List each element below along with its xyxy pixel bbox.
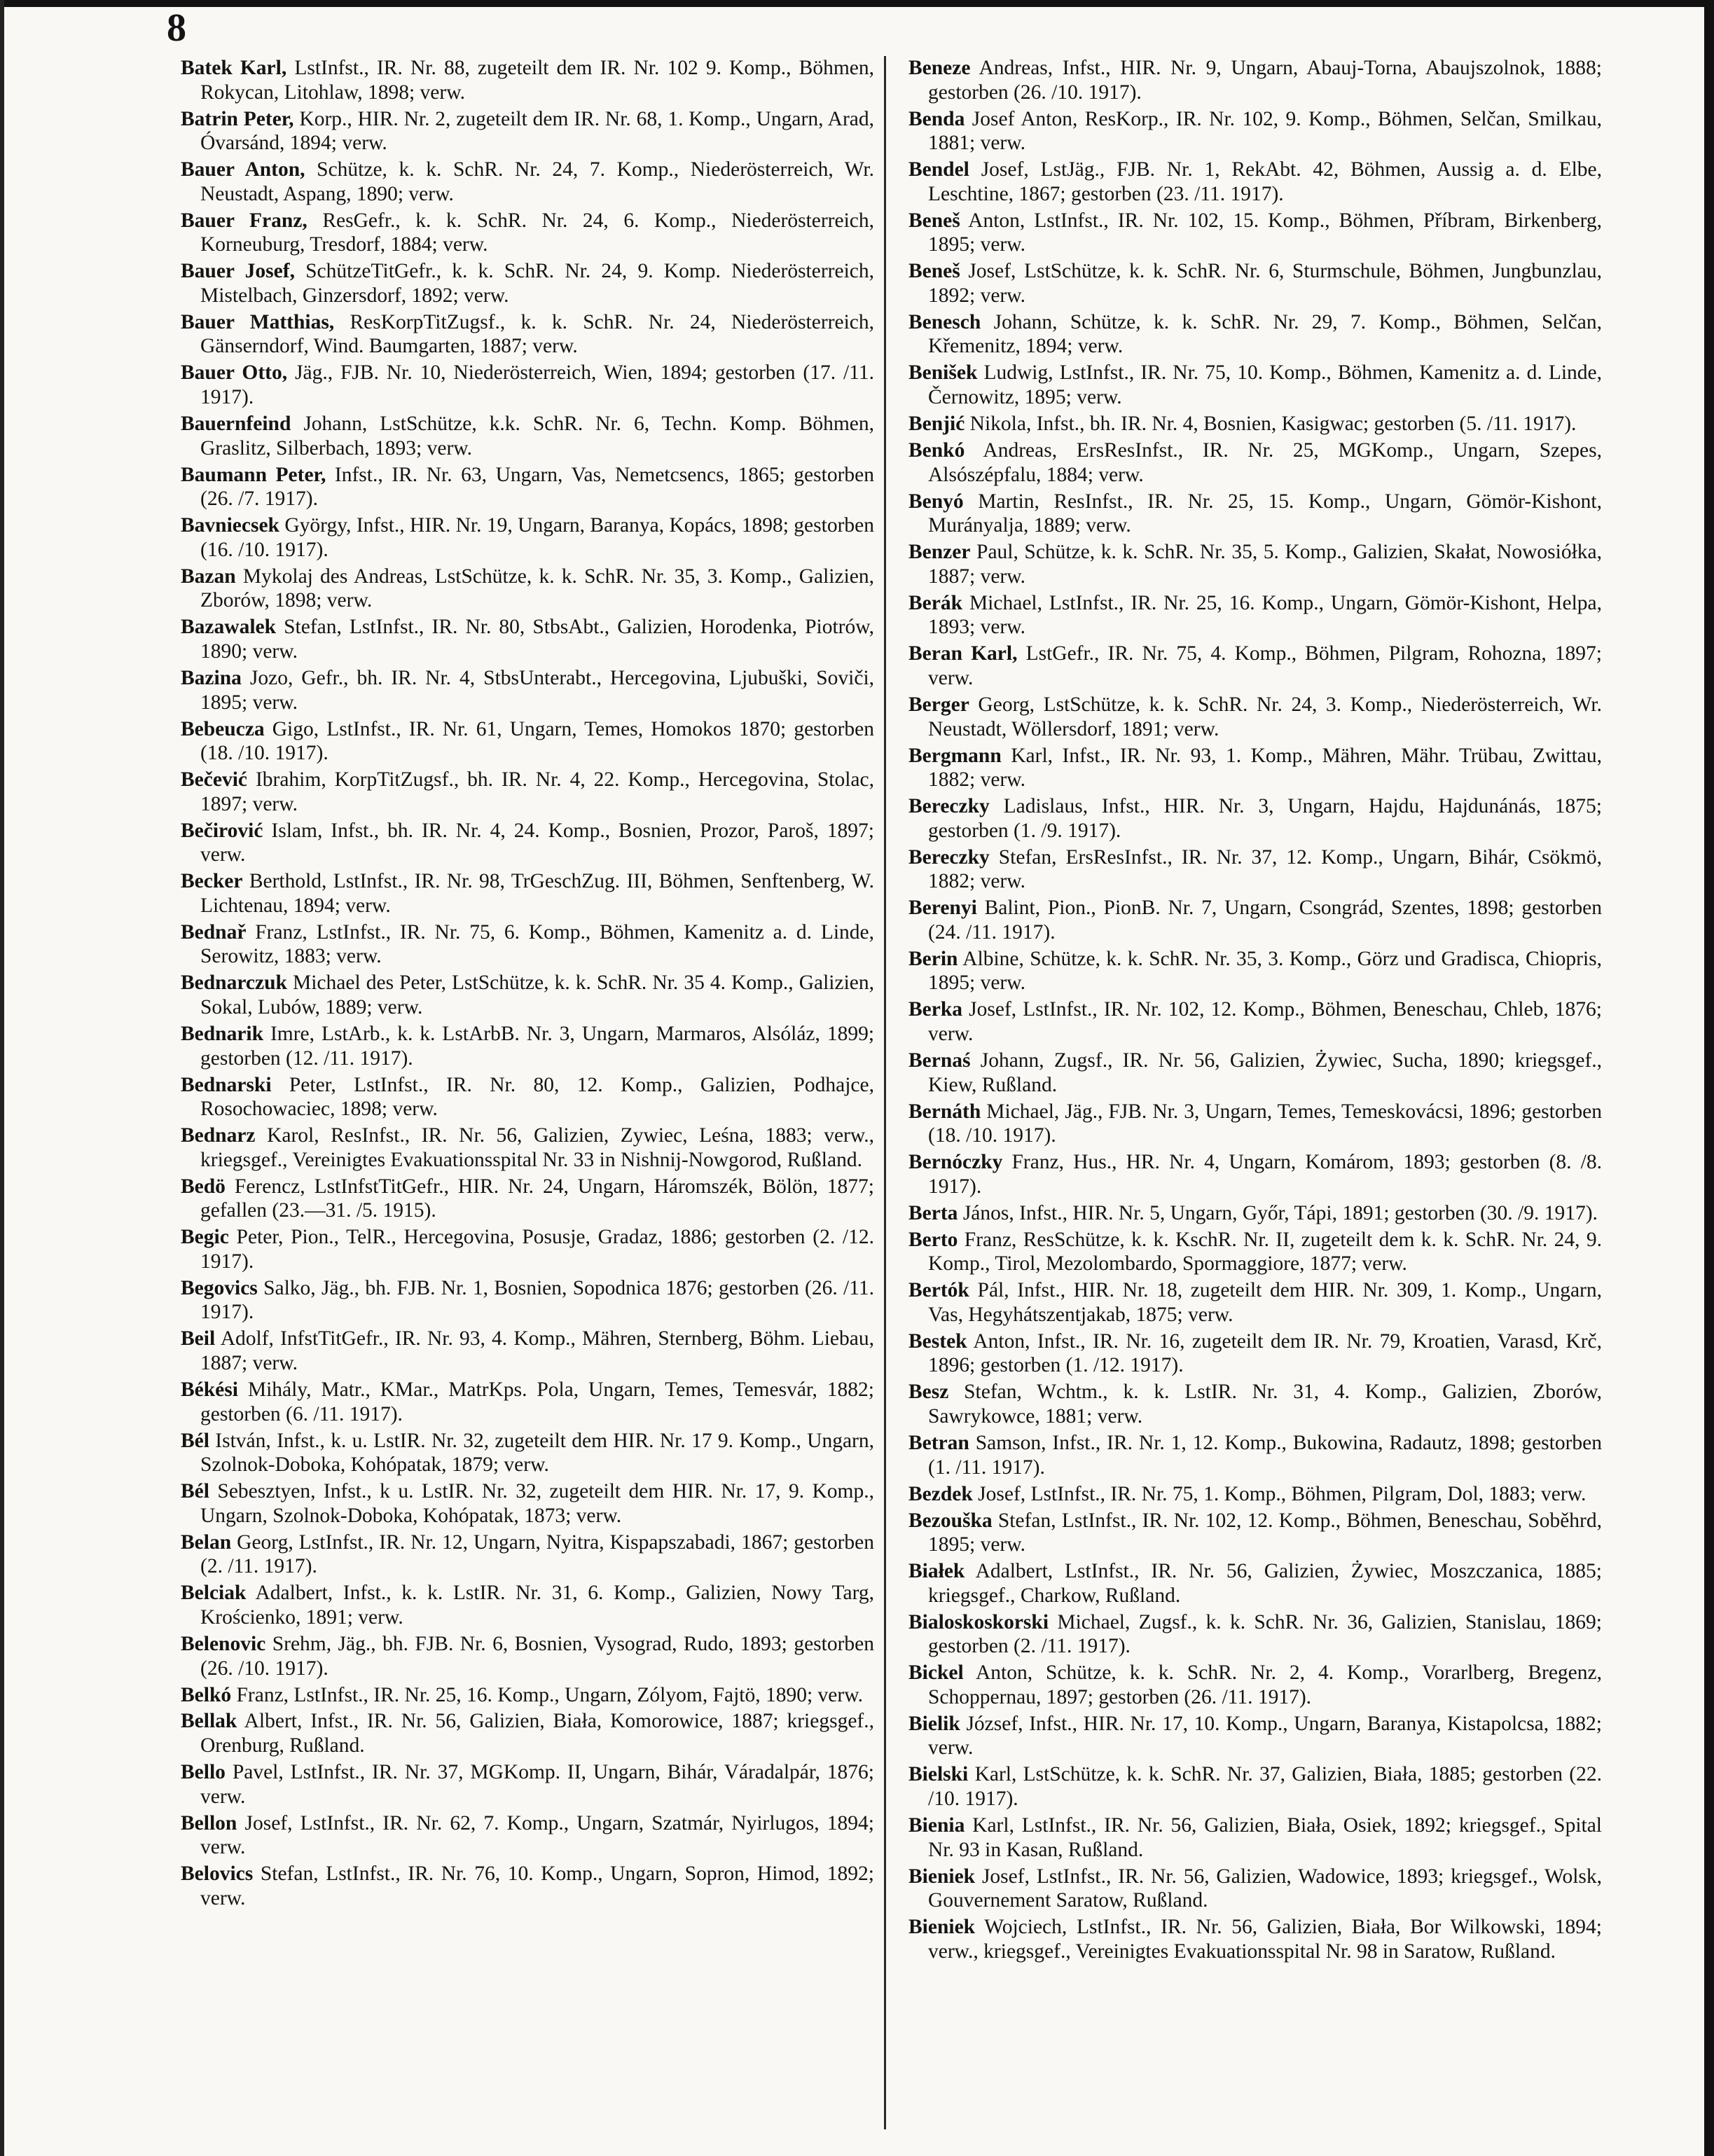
list-entry <box>908 1201 1602 1226</box>
list-entry <box>181 158 874 206</box>
entry-details: Andreas, ErsResInfst., IR. Nr. 25, MGKomp., Ungarn, Szepes, Alsószépfalu, 1884; verw. <box>928 439 1603 486</box>
list-entry <box>908 1865 1602 1913</box>
list-entry <box>181 1760 874 1809</box>
entry-name: Bezdek <box>908 1482 973 1505</box>
entry-name: Beneš <box>908 209 960 232</box>
entry-details: Martin, ResInfst., IR. Nr. 25, 15. Komp., Ungarn, Gömör-Kishont, Murányalja, 1889; verw. <box>928 490 1602 537</box>
entry-name: Bernáth <box>908 1100 981 1123</box>
list-entry <box>181 1581 874 1629</box>
scan-border-right <box>1704 0 1714 2156</box>
entry-details: Albert, Infst., IR. Nr. 56, Galizien, Biała, Komorowice, 1887; kriegsgef., Orenburg, Rußland. <box>200 1710 874 1757</box>
entry-details: Adolf, InfstTitGefr., IR. Nr. 93, 4. Komp., Mähren, Sternberg, Böhm. Liebau, 1887; verw. <box>200 1327 874 1375</box>
entry-details: Sebesztyen, Infst., k u. LstIR. Nr. 32, zugeteilt dem HIR. Nr. 17, 9. Komp., Ungarn, Szolnok-Doboka, Kohópatak, 1873; verw. <box>200 1480 875 1527</box>
entry-name: Bečirović <box>181 819 263 842</box>
entry-details: Stefan, LstInfst., IR. Nr. 76, 10. Komp., Ungarn, Sopron, Himod, 1892; verw. <box>200 1863 874 1909</box>
entry-details: Georg, LstSchütze, k. k. SchR. Nr. 24, 3. Komp., Niederösterreich, Wr. Neustadt, Wöllersdorf, 1891; verw. <box>928 693 1602 740</box>
entry-name: Benyó <box>908 490 964 513</box>
entry-details: Berthold, LstInfst., IR. Nr. 98, TrGeschZug. III, Böhmen, Senftenberg, W. Lichtenau, 1894; verw. <box>200 870 875 917</box>
entry-name: Bickel <box>908 1661 964 1685</box>
list-entry <box>908 310 1602 359</box>
entry-details: György, Infst., HIR. Nr. 19, Ungarn, Baranya, Kopács, 1898; gestorben (16. /10. 1917). <box>200 514 874 561</box>
entry-name: Bellon <box>181 1811 237 1834</box>
entry-name: Bazan <box>181 565 236 588</box>
entry-details: Michael, Jäg., FJB. Nr. 3, Ungarn, Temes, Temeskovácsi, 1896; gestorben (18. /10. 1917). <box>928 1100 1603 1147</box>
list-entry <box>908 361 1602 409</box>
page-number: 8 <box>167 6 186 50</box>
list-entry <box>908 490 1602 538</box>
entry-name: Bieniek <box>908 1865 976 1888</box>
list-entry <box>908 1482 1602 1507</box>
entry-name: Bellak <box>181 1710 237 1733</box>
entry-details: Georg, LstInfst., IR. Nr. 12, Ungarn, Nyitra, Kispapszabadi, 1867; gestorben (2. /11. 1917). <box>200 1530 874 1578</box>
entry-name: Baumann Peter, <box>181 463 326 486</box>
entry-name: Białek <box>908 1560 965 1583</box>
entry-details: János, Infst., HIR. Nr. 5, Ungarn, Győr, Tápi, 1891; gestorben (30. /9. 1917). <box>962 1201 1598 1224</box>
list-entry <box>181 920 874 969</box>
list-entry <box>908 1559 1602 1608</box>
entry-name: Begovics <box>181 1276 258 1299</box>
entry-details: Jäg., FJB. Nr. 10, Niederösterreich, Wien, 1894; gestorben (17. /11. 1917). <box>200 361 874 409</box>
list-entry <box>181 1683 874 1708</box>
entry-name: Beran Karl, <box>908 642 1018 665</box>
entry-details: Nikola, Infst., bh. IR. Nr. 4, Bosnien, Kasigwac; gestorben (5. /11. 1917). <box>969 413 1577 436</box>
list-entry <box>181 1632 874 1680</box>
right-column <box>908 56 1602 1966</box>
entry-details: Albine, Schütze, k. k. SchR. Nr. 35, 3. Komp., Görz und Gradisca, Chiopris, 1895; verw. <box>928 947 1603 995</box>
list-entry <box>908 1380 1602 1428</box>
list-entry <box>181 209 874 257</box>
list-entry <box>181 56 874 104</box>
column-divider <box>884 56 886 2129</box>
entry-name: Bendel <box>908 158 969 181</box>
list-entry <box>908 1661 1602 1709</box>
entry-name: Batek Karl, <box>181 57 287 79</box>
entry-name: Bertók <box>908 1279 969 1302</box>
entry-name: Benda <box>908 107 965 130</box>
entry-details: Balint, Pion., PionB. Nr. 7, Ungarn, Csongrád, Szentes, 1898; gestorben (24. /11. 1917). <box>928 897 1603 944</box>
scan-border-left <box>0 0 4 2156</box>
entry-name: Berto <box>908 1228 958 1251</box>
list-entry <box>908 744 1602 792</box>
entry-name: Benkó <box>908 439 965 462</box>
list-entry <box>908 1278 1602 1327</box>
entry-name: Bauernfeind <box>181 413 291 436</box>
entry-details: Korp., HIR. Nr. 2, zugeteilt dem IR. Nr. 68, 1. Komp., Ungarn, Arad, Óvarsánd, 1894; verw. <box>200 107 874 155</box>
list-entry <box>181 361 874 409</box>
list-entry <box>181 107 874 156</box>
entry-name: Benzer <box>908 541 971 564</box>
entry-details: Stefan, LstInfst., IR. Nr. 80, StbsAbt., Galizien, Horodenka, Piotrów, 1890; verw. <box>200 616 875 663</box>
entry-name: Belenovic <box>181 1632 266 1655</box>
entry-name: Békési <box>181 1378 238 1402</box>
entry-details: Gigo, LstInfst., IR. Nr. 61, Ungarn, Temes, Homokos 1870; gestorben (18. /10. 1917). <box>200 717 875 765</box>
list-entry <box>908 1509 1602 1557</box>
entry-name: Bernóczky <box>908 1151 1003 1174</box>
list-entry <box>181 1530 874 1579</box>
list-entry <box>908 642 1602 690</box>
list-entry <box>181 717 874 766</box>
entry-details: Stefan, ErsResInfst., IR. Nr. 37, 12. Komp., Ungarn, Bihár, Csökmö, 1882; verw. <box>928 845 1602 893</box>
list-entry <box>908 412 1602 436</box>
entry-details: Anton, Infst., IR. Nr. 16, zugeteilt dem IR. Nr. 79, Kroatien, Varasd, Krč, 1896; gestorben (1. /12. 1917). <box>928 1329 1602 1377</box>
entry-details: Ludwig, LstInfst., IR. Nr. 75, 10. Komp., Böhmen, Kamenitz a. d. Linde, Černowitz, 1895; verw. <box>928 361 1602 409</box>
left-column <box>181 56 874 1913</box>
list-entry <box>181 412 874 460</box>
entry-details: Karl, LstSchütze, k. k. SchR. Nr. 37, Galizien, Biała, 1885; gestorben (22. /10. 1917). <box>928 1763 1603 1811</box>
entry-name: Bauer Matthias, <box>181 310 335 333</box>
entry-name: Bednarski <box>181 1073 272 1096</box>
entry-details: Adalbert, LstInfst., IR. Nr. 56, Galizien, Żywiec, Moszczanica, 1885; kriegsgef., Charkow, Rußland. <box>928 1560 1602 1607</box>
list-entry <box>181 1276 874 1325</box>
entry-name: Belan <box>181 1530 232 1554</box>
entry-name: Bazina <box>181 666 242 689</box>
list-entry <box>908 1150 1602 1198</box>
entry-name: Benjić <box>908 413 965 436</box>
list-entry <box>181 1327 874 1375</box>
entry-name: Bél <box>181 1480 209 1503</box>
list-entry <box>908 1329 1602 1378</box>
entry-details: LstInfst., IR. Nr. 88, zugeteilt dem IR. Nr. 102 9. Komp., Böhmen, Rokycan, Litohlaw, 1898; verw. <box>200 57 874 104</box>
entry-name: Bednarz <box>181 1124 256 1147</box>
entry-details: Michael des Peter, LstSchütze, k. k. SchR. Nr. 35 4. Komp., Galizien, Sokal, Lubów, 1889; verw. <box>200 972 875 1018</box>
entry-details: Samson, Infst., IR. Nr. 1, 12. Komp., Bukowina, Radautz, 1898; gestorben (1. /11. 1917). <box>928 1432 1603 1479</box>
entry-name: Bavniecsek <box>181 514 279 537</box>
list-entry <box>181 1175 874 1223</box>
entry-details: Ferencz, LstInfstTitGefr., HIR. Nr. 24, Ungarn, Háromszék, Bölön, 1877; gefallen (23.—31. /5. 1915). <box>200 1175 874 1222</box>
entry-details: Josef, LstInfst., IR. Nr. 75, 1. Komp., Böhmen, Pilgram, Dol, 1883; verw. <box>978 1482 1587 1505</box>
entry-details: Paul, Schütze, k. k. SchR. Nr. 35, 5. Komp., Galizien, Skałat, Nowosiółka, 1887; verw. <box>928 541 1602 588</box>
entry-details: Johann, Schütze, k. k. SchR. Nr. 29, 7. Komp., Böhmen, Selčan, Křemenitz, 1894; verw. <box>928 310 1602 358</box>
list-entry <box>908 209 1602 257</box>
entry-details: ResGefr., k. k. SchR. Nr. 24, 6. Komp., Niederösterreich, Korneuburg, Tresdorf, 1884; verw. <box>200 209 875 256</box>
entry-details: József, Infst., HIR. Nr. 17, 10. Komp., Ungarn, Baranya, Kistapolcsa, 1882; verw. <box>928 1712 1603 1760</box>
list-entry <box>908 1049 1602 1097</box>
list-entry <box>181 615 874 663</box>
list-entry <box>908 158 1602 206</box>
entry-name: Bauer Franz, <box>181 209 307 232</box>
scan-border-top <box>0 0 1714 7</box>
entry-name: Beneš <box>908 260 960 283</box>
list-entry <box>181 768 874 816</box>
list-entry <box>908 56 1602 104</box>
list-entry <box>908 896 1602 944</box>
entry-name: Bezouška <box>908 1509 993 1532</box>
entry-name: Bazawalek <box>181 616 277 639</box>
entry-name: Bestek <box>908 1329 967 1353</box>
list-entry <box>908 107 1602 156</box>
entry-details: Franz, LstInfst., IR. Nr. 25, 16. Komp., Ungarn, Zólyom, Fajtö, 1890; verw. <box>236 1683 863 1706</box>
entry-name: Bergmann <box>908 744 1002 767</box>
entry-name: Bielik <box>908 1712 960 1735</box>
entry-name: Belovics <box>181 1863 254 1886</box>
list-entry <box>181 310 874 359</box>
list-entry <box>181 1479 874 1528</box>
entry-details: Anton, Schütze, k. k. SchR. Nr. 2, 4. Komp., Vorarlberg, Bregenz, Schoppernau, 1897; gestorben (26. /11. 1917). <box>928 1661 1602 1708</box>
entry-name: Berta <box>908 1201 958 1224</box>
entry-name: Berenyi <box>908 897 977 920</box>
entry-details: Josef, LstInfst., IR. Nr. 102, 12. Komp., Böhmen, Beneschau, Chleb, 1876; verw. <box>928 998 1602 1045</box>
list-entry <box>908 947 1602 995</box>
entry-details: ResKorpTitZugsf., k. k. SchR. Nr. 24, Niederösterreich, Gänserndorf, Wind. Baumgarten, 1887; verw. <box>200 310 874 358</box>
entry-name: Bebeucza <box>181 717 265 740</box>
entry-details: Salko, Jäg., bh. FJB. Nr. 1, Bosnien, Sopodnica 1876; gestorben (26. /11. 1917). <box>200 1276 874 1324</box>
entry-details: LstGefr., IR. Nr. 75, 4. Komp., Böhmen, Pilgram, Rohozna, 1897; verw. <box>928 642 1602 689</box>
entry-name: Berka <box>908 998 963 1021</box>
entry-name: Bednarczuk <box>181 972 287 995</box>
entry-name: Bialoskoskorski <box>908 1610 1049 1633</box>
entry-details: Pál, Infst., HIR. Nr. 18, zugeteilt dem HIR. Nr. 309, 1. Komp., Ungarn, Vas, Hegyhátszentjakab, 1875; verw. <box>928 1279 1603 1326</box>
list-entry <box>181 971 874 1019</box>
entry-name: Bieniek <box>908 1916 976 1939</box>
entry-details: Franz, ResSchütze, k. k. KschR. Nr. II, zugeteilt dem k. k. SchR. Nr. 24, 9. Komp., Tirol, Mezolombardo, Spormaggiore, 1877; verw. <box>928 1228 1602 1276</box>
entry-details: Karl, Infst., IR. Nr. 93, 1. Komp., Mähren, Mähr. Trübau, Zwittau, 1882; verw. <box>928 744 1602 792</box>
entry-name: Bernaś <box>908 1049 971 1072</box>
list-entry <box>181 259 874 307</box>
list-entry <box>181 1022 874 1070</box>
entry-details: SchützeTitGefr., k. k. SchR. Nr. 24, 9. Komp. Niederösterreich, Mistelbach, Ginzersdorf, 1892; verw. <box>200 260 875 307</box>
entry-name: Benišek <box>908 361 978 385</box>
entry-name: Bereczky <box>908 795 990 818</box>
list-entry <box>181 1811 874 1860</box>
entry-name: Betran <box>908 1432 969 1454</box>
entry-details: Infst., IR. Nr. 63, Ungarn, Vas, Nemetcsencs, 1865; gestorben (26. /7. 1917). <box>200 463 874 511</box>
entry-name: Bednarik <box>181 1022 264 1045</box>
entry-details: Josef, LstInfst., IR. Nr. 62, 7. Komp., Ungarn, Szatmár, Nyirlugos, 1894; verw. <box>200 1811 874 1859</box>
list-entry <box>908 1712 1602 1760</box>
entry-details: Stefan, LstInfst., IR. Nr. 102, 12. Komp., Böhmen, Beneschau, Soběhrd, 1895; verw. <box>928 1509 1603 1556</box>
entry-details: Karl, LstInfst., IR. Nr. 56, Galizien, Biała, Osiek, 1892; kriegsgef., Spital Nr. 93 in Kasan, Rußland. <box>928 1814 1603 1861</box>
entry-name: Beil <box>181 1327 216 1350</box>
list-entry <box>908 1762 1602 1811</box>
entry-name: Bello <box>181 1761 226 1784</box>
entry-details: Imre, LstArb., k. k. LstArbB. Nr. 3, Ungarn, Marmaros, Alsóláz, 1899; gestorben (12. /11. 1917). <box>200 1022 875 1070</box>
list-entry <box>908 997 1602 1046</box>
entry-details: Johann, Zugsf., IR. Nr. 56, Galizien, Żywiec, Sucha, 1890; kriegsgef., Kiew, Rußland. <box>928 1049 1603 1096</box>
entry-details: Michael, Zugsf., k. k. SchR. Nr. 36, Galizien, Stanislau, 1869; gestorben (2. /11. 1917). <box>928 1610 1603 1658</box>
entry-details: Johann, LstSchütze, k.k. SchR. Nr. 6, Techn. Komp. Böhmen, Graslitz, Silberbach, 1893; verw. <box>200 413 874 459</box>
entry-details: Pavel, LstInfst., IR. Nr. 37, MGKomp. II, Ungarn, Bihár, Váradalpár, 1876; verw. <box>200 1761 875 1808</box>
entry-details: Mykolaj des Andreas, LstSchütze, k. k. SchR. Nr. 35, 3. Komp., Galizien, Zborów, 1898; verw. <box>200 565 875 612</box>
entry-name: Batrin Peter, <box>181 107 294 130</box>
list-entry <box>908 1228 1602 1276</box>
list-entry <box>908 540 1602 588</box>
list-entry <box>181 1124 874 1172</box>
entry-name: Bielski <box>908 1763 969 1786</box>
list-entry <box>908 845 1602 894</box>
entry-details: Franz, LstInfst., IR. Nr. 75, 6. Komp., Böhmen, Kamenitz a. d. Linde, Serowitz, 1883; verw. <box>200 920 875 968</box>
entry-details: Ladislaus, Infst., HIR. Nr. 3, Ungarn, Hajdu, Hajdunánás, 1875; gestorben (1. /9. 1917). <box>928 795 1603 842</box>
entry-details: Peter, LstInfst., IR. Nr. 80, 12. Komp., Galizien, Podhajce, Rosochowaciec, 1898; verw. <box>200 1073 874 1121</box>
entry-details: Anton, LstInfst., IR. Nr. 102, 15. Komp., Böhmen, Příbram, Birkenberg, 1895; verw. <box>928 209 1602 256</box>
list-entry <box>181 1862 874 1910</box>
entry-name: Bél <box>181 1429 209 1452</box>
list-entry <box>908 591 1602 640</box>
entry-details: Andreas, Infst., HIR. Nr. 9, Ungarn, Abauj-Torna, Abaujszolnok, 1888; gestorben (26. /10. 1917). <box>928 57 1602 104</box>
entry-name: Begic <box>181 1226 229 1249</box>
entry-name: Bauer Anton, <box>181 158 305 181</box>
entry-name: Bienia <box>908 1814 965 1837</box>
entry-name: Berák <box>908 591 963 614</box>
entry-name: Belciak <box>181 1582 247 1605</box>
list-entry <box>181 819 874 867</box>
entry-name: Beneze <box>908 57 971 79</box>
list-entry <box>181 666 874 714</box>
entry-name: Benesch <box>908 310 981 333</box>
entry-details: Islam, Infst., bh. IR. Nr. 4, 24. Komp., Bosnien, Prozor, Paroš, 1897; verw. <box>200 819 875 866</box>
entry-name: Bečević <box>181 768 247 792</box>
entry-name: Becker <box>181 870 243 893</box>
list-entry <box>908 794 1602 843</box>
entry-details: Adalbert, Infst., k. k. LstIR. Nr. 31, 6. Komp., Galizien, Nowy Targ, Krościenko, 1891; verw. <box>200 1582 874 1629</box>
entry-name: Berger <box>908 693 969 716</box>
entry-details: Stefan, Wchtm., k. k. LstIR. Nr. 31, 4. Komp., Galizien, Zborów, Sawrykowce, 1881; verw. <box>928 1381 1603 1428</box>
entry-details: Schütze, k. k. SchR. Nr. 24, 7. Komp., Niederösterreich, Wr. Neustadt, Aspang, 1890; verw. <box>200 158 875 205</box>
entry-details: Peter, Pion., TelR., Hercegovina, Posusje, Gradaz, 1886; gestorben (2. /12. 1917). <box>200 1226 874 1273</box>
list-entry <box>181 1073 874 1121</box>
list-entry <box>908 1100 1602 1148</box>
entry-details: Franz, Hus., HR. Nr. 4, Ungarn, Komárom, 1893; gestorben (8. /8. 1917). <box>928 1151 1603 1198</box>
entry-details: Ibrahim, KorpTitZugsf., bh. IR. Nr. 4, 22. Komp., Hercegovina, Stolac, 1897; verw. <box>200 768 874 815</box>
entry-details: Michael, LstInfst., IR. Nr. 25, 16. Komp., Ungarn, Gömör-Kishont, Helpa, 1893; verw. <box>928 591 1602 639</box>
entry-name: Berin <box>908 947 958 970</box>
list-entry <box>181 869 874 918</box>
list-entry <box>908 438 1602 487</box>
list-entry <box>181 565 874 613</box>
entry-details: Josef, LstJäg., FJB. Nr. 1, RekAbt. 42, Böhmen, Aussig a. d. Elbe, Leschtine, 1867; gestorben (23. /11. 1917). <box>928 158 1602 205</box>
list-entry <box>908 1431 1602 1479</box>
entry-details: Mihály, Matr., KMar., MatrKps. Pola, Ungarn, Temes, Temesvár, 1882; gestorben (6. /11. 1917). <box>200 1378 875 1425</box>
list-entry <box>181 513 874 562</box>
list-entry <box>181 1225 874 1273</box>
entry-details: Karol, ResInfst., IR. Nr. 56, Galizien, Zywiec, Leśna, 1883; verw., kriegsgef., Vereinigtes Evakuationsspital Nr. 33 in Nishnij-Nowgorod, Rußland. <box>200 1124 874 1171</box>
entry-name: Bereczky <box>908 845 990 869</box>
list-entry <box>908 1610 1602 1659</box>
list-entry <box>908 259 1602 307</box>
entry-details: Josef Anton, ResKorp., IR. Nr. 102, 9. Komp., Böhmen, Selčan, Smilkau, 1881; verw. <box>928 107 1603 155</box>
entry-details: István, Infst., k. u. LstIR. Nr. 32, zugeteilt dem HIR. Nr. 17 9. Komp., Ungarn, Szolnok-Doboka, Kohópatak, 1879; verw. <box>200 1429 875 1477</box>
entry-name: Bednař <box>181 920 247 944</box>
entry-name: Bauer Otto, <box>181 361 288 385</box>
entry-name: Bauer Josef, <box>181 260 295 283</box>
list-entry <box>181 463 874 511</box>
list-entry <box>908 693 1602 741</box>
entry-details: Josef, LstSchütze, k. k. SchR. Nr. 6, Sturmschule, Böhmen, Jungbunzlau, 1892; verw. <box>928 260 1602 307</box>
list-entry <box>181 1429 874 1477</box>
list-entry <box>181 1378 874 1426</box>
list-entry <box>908 1915 1602 1963</box>
entry-name: Bedö <box>181 1175 226 1198</box>
entry-details: Jozo, Gefr., bh. IR. Nr. 4, StbsUnterabt., Hercegovina, Ljubuški, Soviči, 1895; verw. <box>200 666 875 714</box>
list-entry <box>908 1813 1602 1862</box>
entry-details: Wojciech, LstInfst., IR. Nr. 56, Galizien, Biała, Bor Wilkowski, 1894; verw., kriegsgef., Vereinigtes Evakuationsspital Nr. 98 in Saratow, Rußland. <box>928 1916 1602 1963</box>
entry-details: Josef, LstInfst., IR. Nr. 56, Galizien, Wadowice, 1893; kriegsgef., Wolsk, Gouvernement Saratow, Rußland. <box>928 1865 1602 1912</box>
entry-details: Srehm, Jäg., bh. FJB. Nr. 6, Bosnien, Vysograd, Rudo, 1893; gestorben (26. /10. 1917). <box>200 1632 875 1680</box>
list-entry <box>181 1709 874 1757</box>
entry-name: Belkó <box>181 1683 232 1706</box>
entry-name: Besz <box>908 1381 949 1404</box>
